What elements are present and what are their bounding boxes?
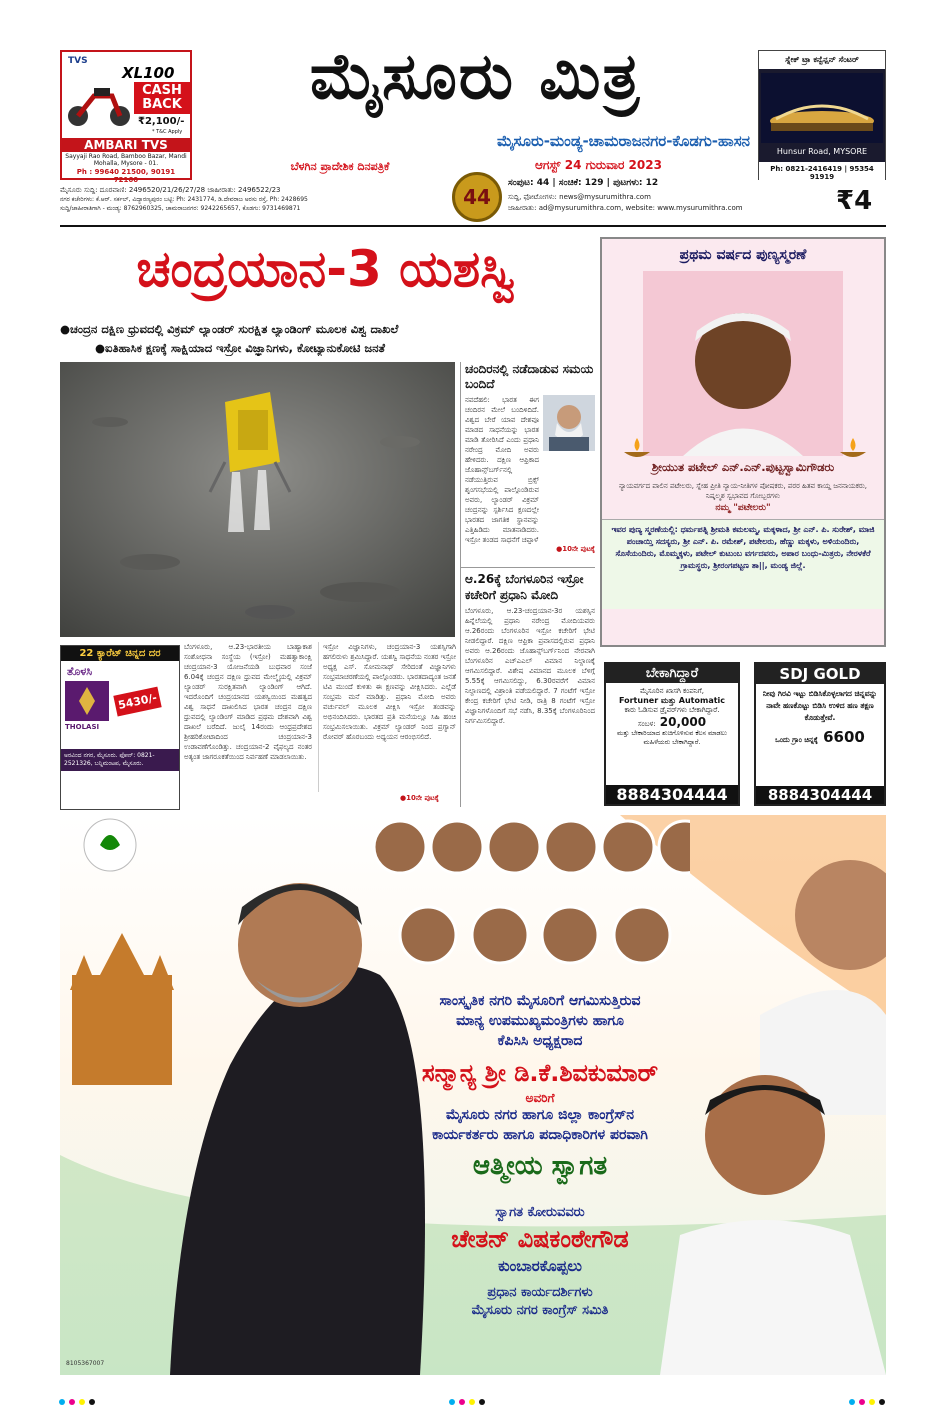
tvs-brand: TVS xyxy=(68,56,88,66)
tribute-heading: ಪ್ರಥಮ ವರ್ಷದ ಪುಣ್ಯಸ್ಮರಣೆ xyxy=(679,247,807,263)
tribute-box xyxy=(600,237,886,647)
tribute-portrait xyxy=(643,271,843,456)
welcome-host-title: ಪ್ರಧಾನ ಕಾರ್ಯದರ್ಶಿಗಳು xyxy=(487,1285,593,1300)
main-story-col-2: ಇಸ್ರೋ ವಿಜ್ಞಾನಿಗಳು, ಚಂದ್ರಯಾನ-3 ಯಶಸ್ಸಿಗಾಗಿ ಹಗಲಿರುಳು ಶ್ರಮಿಸಿದ್ದಾರೆ. ಯಶಸ್ವಿ ಸಾಧನೆಯ ನಂತರ ಇಸ್ರೋ ಅಧ್ಯಕ್ಷ ಎಸ್. ಸೋಮನಾಥ್ ಸೇರಿದಂತೆ ವಿಜ್ಞಾನಿಗಳು ಸಂಭ್ರಮಾಚರಣೆಯಲ್ಲಿ ಪಾಲ್ಗೊಂಡರು. ಭಾರತದಾದ್ಯಂತ ಜನತೆ ಟಿವಿ ಮುಂದೆ ಕುಳಿತು ಈ ಕ್ಷಣವನ್ನು ವೀಕ್ಷಿಸಿದರು. ಎಲ್ಲೆಡೆ ಸಂಭ್ರಮ ಮನೆ ಮಾಡಿತ್ತು. ಪ್ರಧಾನಿ ಮೋದಿ ಅವರು ವರ್ಚುವಲ್ ಮೂಲಕ ವೀಕ್ಷಿಸಿ ಇಸ್ರೋ ತಂಡವನ್ನು ಅಭಿನಂದಿಸಿದರು. ಭಾರತದ ಪ್ರತಿ ಮನೆಯಲ್ಲೂ ಸಿಹಿ ಹಂಚಿ ಸಂಭ್ರಮಿಸಲಾಯಿತು. ವಿಕ್ರಮ್ ಲ್ಯಾಂಡರ್ ನಿಂದ ಪ್ರಗ್ಯಾನ್ ರೋವರ್ ಹೊರಬಂದು ಅಧ್ಯಯನ ಆರಂಭಿಸಲಿದೆ. xyxy=(318,642,456,792)
welcome-heading: ಆತ್ಮೀಯ ಸ್ವಾಗತ xyxy=(472,1151,608,1181)
printer-phone: 8105367007 xyxy=(66,1360,105,1367)
welcome-ad xyxy=(60,815,886,1375)
side-story-2-title: ಆ.26ಕ್ಕೆ ಬೆಂಗಳೂರಿನ ಇಸ್ರೋ ಕಚೇರಿಗೆ ಪ್ರಧಾನಿ ಮೋದಿ xyxy=(465,572,584,602)
volume: ಸಂಪುಟ: 44 xyxy=(508,178,550,188)
welcome-line-6: ಕಾರ್ಯಕರ್ತರು ಹಾಗೂ ಪದಾಧಿಕಾರಿಗಳ ಪರವಾಗಿ xyxy=(432,1127,648,1143)
welcome-line-3: ಕೆಪಿಸಿಸಿ ಅಧ್ಯಕ್ಷರಾದ xyxy=(497,1033,583,1049)
issue-info: ಸಂಪುಟ: 44 | ಸಂಚಿಕೆ: 129 | ಪುಟಗಳು: 12 xyxy=(508,178,659,188)
contact-line-1: ಮೈಸೂರು ಸುದ್ದಿ: ದೂರವಾಣಿ: 2496520/21/26/27/28 ಜಾಹೀರಾತು: 2496522/23 xyxy=(60,186,281,194)
anniversary-badge xyxy=(452,172,502,222)
sdj-brand: SDJ GOLD xyxy=(756,664,884,684)
side-story-1-body: ನವದೆಹಲಿ: ಭಾರತ ಈಗ ಚಂದಿರನ ಮೇಲೆ ಬಂದಿಳಿದಿದೆ. ವಿಶ್ವದ ಬೇರೆ ಯಾವ ದೇಶವೂ ಮಾಡದ ಸಾಧನೆಯನ್ನು ಭಾರತ ಮಾಡಿ ತೋರಿಸಿದೆ ಎಂದು ಪ್ರಧಾನಿ ನರೇಂದ್ರ ಮೋದಿ ಅವರು ಹೇಳಿದರು. ದಕ್ಷಿಣ ಆಫ್ರಿಕಾದ ಜೊಹಾನ್ಸ್‌ಬರ್ಗ್‌ನಲ್ಲಿ ನಡೆಯುತ್ತಿರುವ ಬ್ರಿಕ್ಸ್ ಶೃಂಗಸಭೆಯಲ್ಲಿ ಪಾಲ್ಗೊಂಡಿರುವ ಅವರು, ಲ್ಯಾಂಡರ್ ವಿಕ್ರಮ್ ಚಂದ್ರನನ್ನು ಸ್ಪರ್ಶಿಸಿದ ಕ್ಷಣದಲ್ಲೇ ಭಾರತದ ಜಾಗತಿಕ ಸ್ಥಾನವನ್ನು ಎತ್ತಿಹಿಡಿದು ಮಾತನಾಡಿದರು. ಇಸ್ರೋ ತಂಡದ ಸಾಧನೆಗೆ ಚಪ್ಪಾಳೆ xyxy=(465,396,539,544)
snake-phone: Ph: 0821-2416419 | 95354 91919 xyxy=(759,162,885,184)
tvs-amount: ₹2,100/- xyxy=(138,116,185,127)
main-story-col-1: ಬೆಂಗಳೂರು, ಆ.23-ಭಾರತೀಯ ಬಾಹ್ಯಾಕಾಶ ಸಂಶೋಧನಾ ಸಂಸ್ಥೆಯ (ಇಸ್ರೋ) ಮಹತ್ವಾಕಾಂಕ್ಷಿ ಚಂದ್ರಯಾನ-3 ಯೋಜನೆಯಡಿ ಬುಧವಾರ ಸಂಜೆ 6.04ಕ್ಕೆ ಚಂದ್ರನ ದಕ್ಷಿಣ ಧ್ರುವದ ಮೇಲ್ಮೈಯಲ್ಲಿ ವಿಕ್ರಮ್ ಲ್ಯಾಂಡರ್ ಸುರಕ್ಷಿತವಾಗಿ ಲ್ಯಾಂಡಿಂಗ್ ಆಗಿದೆ. ಇದರೊಂದಿಗೆ ಚಂದ್ರಯಾನದ ಯಶಸ್ವಿಯಿಂದ ಮಹತ್ವದ ವಿಶ್ವ ಸಾಧನೆ ದಾಖಲಿಸಿದ ಭಾರತ ಚಂದ್ರನ ದಕ್ಷಿಣ ಧ್ರುವದಲ್ಲಿ ಲ್ಯಾಂಡಿಂಗ್ ಮಾಡಿದ ಪ್ರಥಮ ದೇಶವಾಗಿ ವಿಶ್ವ ದಾಖಲೆ ಬರೆದಿದೆ. ಜುಲೈ 14ರಂದು ಆಂಧ್ರಪ್ರದೇಶದ ಶ್ರೀಹರಿಕೋಟಾದಿಂದ ಚಂದ್ರಯಾನ-3 ಉಡಾವಣೆಗೊಂಡಿತ್ತು. ಚಂದ್ರಯಾನ-2 ವೈಫಲ್ಯದ ನಂತರ ಅತ್ಯಂತ ಜಾಗರೂಕತೆಯಿಂದ ನಿರ್ವಹಣೆ ಮಾಡಲಾಯಿತು. xyxy=(184,643,312,761)
snake-title: ಸ್ನೇಕ್ ಟ್ರಾ ಕನ್ವೆನ್ಷನ್ ಸೆಂಟರ್ xyxy=(759,51,885,69)
sdj-phone: 8884304444 xyxy=(756,786,884,804)
wanted-body-4: ಮತ್ತು ಬೇಕಾರಿಯಾದ ಶುಚಿಗೊಳಿಸುವ ಕೆಲಸ ಮಾಡಲು ಮಹಿಳೆಯರು ಬೇಕಾಗಿದ್ದಾರೆ. xyxy=(617,729,727,746)
wanted-salary-label: ಸಂಬಳ: xyxy=(637,720,656,728)
tribute-desc: ನ್ಯಾಯವರ್ಗದ ಪಾಲಿನ ಪಟೇಲರು, ಸ್ನೇಹ ಪ್ರೀತಿ ನ್ಯಾಯ-ನೀತಿಗಳ ಪೋಷಕರು, ಪರರ ಹಿತವ ಕಾಯ್ದ ಜನನಾಯಕರು, ನಿಷ್ಕಲ್ಮಶ ಸ್ವಭಾವದ ಗೋಬ್ಬರಗಳು xyxy=(618,482,868,500)
contact-line-2: ನಗರ ಕಚೇರಿಗಳು: ಕೆ.ಆರ್. ಸರ್ಕಲ್, ವಿದ್ಯಾರಣ್ಯಪುರಂ ಬಟ್ಟಿ: Ph: 2431774, ಡಿ.ದೇವರಾಜ ಅರಸು ರಸ್ತೆ, Ph: 2428695 xyxy=(60,196,308,203)
pages: ಪುಟಗಳು: 12 xyxy=(613,178,659,188)
welcome-line-4: ಅವರಿಗೆ xyxy=(525,1091,555,1105)
tribute-family: ಇವರ ಪುಣ್ಯ ಸ್ಮರಣೆಯಲ್ಲಿ: ಧರ್ಮಪತ್ನಿ ಶ್ರೀಮತಿ ಕಮಲಮ್ಮ, ಮಕ್ಕಳಾದ, ಶ್ರೀ ಎನ್. ಪಿ. ಸುರೇಶ್, ಮಾಜಿ ಪಂಚಾಯ್ತಿ ಸದಸ್ಯರು, ಶ್ರೀ ಎನ್. ಪಿ. ರಮೇಶ್, ಪಟೇಲರು, ಹೆಣ್ಣು ಮಕ್ಕಳು, ಅಳಿಯಂದಿರು, ಸೊಸೆಯಂದಿರು, ಮೊಮ್ಮಕ್ಕಳು, ಪಟೇಲ್ ಕುಟುಂಬ ವರ್ಗದವರು, ಅಪಾರ ಬಂಧು-ಮಿತ್ರರು, ನೇರಳಕೆರೆ ಗ್ರಾಮಸ್ಥರು, ಶ್ರೀರಂಗಪಟ್ಟಣ ತಾ||, ಮಂಡ್ಯ ಜಿಲ್ಲೆ. xyxy=(602,519,884,609)
side-story-1-title: ಚಂದಿರನಲ್ಲಿ ನಡೆದಾಡುವ ಸಮಯ ಬಂದಿದೆ xyxy=(465,362,594,391)
tholasi-rate: 5430/- xyxy=(113,686,162,716)
tvs-address: Sayyaji Rao Road, Bamboo Bazar, Mandi Mohalla, Mysore - 01. xyxy=(65,153,187,167)
side-story-1 xyxy=(460,362,595,567)
tvs-model: XL100 xyxy=(122,64,175,82)
masthead-subtitle: ಮೈಸೂರು-ಮಂಡ್ಯ-ಚಾಮರಾಜನಗರ-ಕೊಡಗು-ಹಾಸನ xyxy=(497,132,750,150)
wanted-body-3: ಕಾರು ಓಡಿಸುವ ಡ್ರೈವರ್‌ಗಳು ಬೇಕಾಗಿದ್ದಾರೆ. xyxy=(624,706,720,714)
masthead-date: ಆಗಸ್ಟ್ 24 ಗುರುವಾರ 2023 xyxy=(535,158,662,172)
wanted-ad xyxy=(604,662,740,806)
contact-line-3: ಸುದ್ದಿ/ಜಾಹೀರಾತಿಗಾಗಿ - ಮಂಡ್ಯ: 8762960325, ಚಾಮರಾಜನಗರ: 9242265657, ಕೊಡಗು: 9731469871 xyxy=(60,205,301,212)
print-registration-marks xyxy=(0,1392,945,1412)
tribute-signoff: ನಮ್ಮ "ಪಟೇಲರು" xyxy=(715,503,771,513)
wanted-body-2: Fortuner ಮತ್ತು Automatic xyxy=(618,696,726,705)
tvs-offer: CASH BACK xyxy=(134,82,190,114)
masthead-title: ಮೈಸೂರು ಮಿತ್ರ xyxy=(309,40,642,114)
side-story-2 xyxy=(460,567,595,807)
contact-left xyxy=(60,186,445,213)
contact-right xyxy=(508,193,828,213)
tvs-ad xyxy=(60,50,192,184)
tholasi-brand-en: THOLASI xyxy=(65,723,100,731)
welcome-host-place: ಕುಂಬಾರಕೊಪ್ಪಲು xyxy=(498,1257,582,1275)
welcome-guest-name: ಸನ್ಮಾನ್ಯ ಶ್ರೀ ಡಿ.ಕೆ.ಶಿವಕುಮಾರ್ xyxy=(421,1059,659,1087)
tholasi-brand: ತೊಳಸಿ xyxy=(67,665,93,678)
sdj-rate: 6600 xyxy=(823,728,865,746)
contact-email-ad: ಜಾಹೀರಾತು: ad@mysurumithra.com, website: www.mysurumithra.com xyxy=(508,204,743,212)
masthead-divider xyxy=(60,225,886,227)
wanted-salary: 20,000 xyxy=(659,715,707,729)
anniversary-number: 44 xyxy=(463,185,491,209)
wanted-title: ಬೇಕಾಗಿದ್ದಾರೆ xyxy=(606,664,738,683)
snake-location: Hunsur Road, MYSORE xyxy=(776,147,868,156)
welcome-line-2: ಮಾನ್ಯ ಉಪಮುಖ್ಯಮಂತ್ರಿಗಳು ಹಾಗೂ xyxy=(456,1013,624,1029)
oil-lamp-icon-right xyxy=(836,434,870,462)
convention-center-image xyxy=(761,73,883,143)
contact-email-news: ಸುದ್ದಿ, ಫೋಟೋಗಳು: news@mysurumithra.com xyxy=(508,193,651,201)
oil-lamp-icon-left xyxy=(620,434,654,462)
tholasi-address: ಅರವಿಂದ ನಗರ, ಮೈಸೂರು. ಫೋನ್: 0821-2521326, ಬನ್ನಿಮಂಟಪ, ಮೈಸೂರು. xyxy=(61,749,179,771)
welcome-host-name: ಚೇತನ್ ವಿಷಕಂಠೇಗೌಡ xyxy=(451,1225,629,1253)
main-headline: ಚಂದ್ರಯಾನ-3 ಯಶಸ್ವಿ xyxy=(136,240,516,298)
tribute-name: ಶ್ರೀಯುತ ಪಟೇಲ್ ಎನ್.ಎನ್.ಪುಟ್ಟಸ್ವಾಮಿಗೌಡರು xyxy=(651,460,835,474)
moon-lander-photo xyxy=(60,362,455,637)
sdj-rate-label: ಒಂದು ಗ್ರಾಂ ಚಿನ್ನಕ್ಕೆ xyxy=(775,736,818,744)
welcome-line-5: ಮೈಸೂರು ನಗರ ಹಾಗೂ ಜಿಲ್ಲಾ ಕಾಂಗ್ರೆಸ್‌ನ xyxy=(446,1107,634,1123)
headline-bullet-2: ●ಐತಿಹಾಸಿಕ ಕ್ಷಣಕ್ಕೆ ಸಾಕ್ಷಿಯಾದ ಇಸ್ರೋ ವಿಜ್ಞಾನಿಗಳು, ಕೋಟ್ಯಾನುಕೋಟಿ ಜನತೆ xyxy=(95,341,386,355)
tholasi-title: 22 ಕ್ಯಾರೆಟ್ ಚಿನ್ನದ ದರ xyxy=(61,646,179,661)
masthead-tagline: ಬೆಳಗಿನ ಪ್ರಾದೇಶಿಕ ದಿನಪತ್ರಿಕೆ xyxy=(290,160,390,173)
tvs-phone: Ph : 99640 21500, 90191 72160 xyxy=(76,168,176,184)
tholasi-logo xyxy=(65,681,109,721)
wanted-phone: 8884304444 xyxy=(606,785,738,804)
snake-ad xyxy=(758,50,886,180)
leader-portraits xyxy=(370,815,690,1005)
sdj-body: ನೀವು ಗಿರವಿ ಇಟ್ಟು ಬಿಡಿಸಿಕೊಳ್ಳಲಾಗದ ಚಿನ್ನವನ್ನು ನಾವೇ ಹಣಕೊಟ್ಟು ಬಿಡಿಸಿ ಉಳಿದ ಹಣ ತಕ್ಷಣ ಕೊಡುತ್ತೇವೆ. xyxy=(762,689,878,722)
modi-photo xyxy=(543,395,595,451)
sdj-gold-ad xyxy=(754,662,886,806)
wanted-body-1: ಮೈಸೂರಿನ ಖಾಸಗಿ ಕಂಪನಿಗೆ, xyxy=(640,687,704,695)
headline-bullet-1: ●ಚಂದ್ರನ ದಕ್ಷಿಣ ಧ್ರುವದಲ್ಲಿ ವಿಕ್ರಮ್ ಲ್ಯಾಂಡರ್ ಸುರಕ್ಷಿತ ಲ್ಯಾಂಡಿಂಗ್ ಮೂಲಕ ವಿಶ್ವ ದಾಖಲೆ xyxy=(60,322,399,336)
scooter-icon xyxy=(64,78,134,128)
tholasi-ad xyxy=(60,645,180,810)
side-story-2-body: ಬೆಂಗಳೂರು, ಆ.23-ಚಂದ್ರಯಾನ-3ರ ಯಶಸ್ಸಿನ ಹಿನ್ನೆಲೆಯಲ್ಲಿ ಪ್ರಧಾನಿ ನರೇಂದ್ರ ಮೋದಿಯವರು ಆ.26ರಂದು ಬೆಂಗಳೂರಿನ ಇಸ್ರೋ ಕಚೇರಿಗೆ ಭೇಟಿ ನೀಡಲಿದ್ದಾರೆ. ದಕ್ಷಿಣ ಆಫ್ರಿಕಾ ಪ್ರವಾಸದಲ್ಲಿರುವ ಪ್ರಧಾನಿ ಅವರು ಆ.26ರಂದು ಜೊಹಾನ್ಸ್‌ಬರ್ಗ್‌ನಿಂದ ನೇರವಾಗಿ ಬೆಂಗಳೂರಿನ ಎಚ್‌ಎಎಲ್ ವಿಮಾನ ನಿಲ್ದಾಣಕ್ಕೆ ಆಗಮಿಸಲಿದ್ದಾರೆ. ವಿಶೇಷ ವಿಮಾನದ ಮೂಲಕ ಬೆಳಿಗ್ಗೆ 5.55ಕ್ಕೆ ಆಗಮಿಸಲಿದ್ದು, 6.30ರವರೆಗೆ ವಿಮಾನ ನಿಲ್ದಾಣದಲ್ಲಿ ವಿಶ್ರಾಂತಿ ಪಡೆಯಲಿದ್ದಾರೆ. 7 ಗಂಟೆಗೆ ಇಸ್ರೋ ಕೇಂದ್ರ ಕಚೇರಿಗೆ ಭೇಟಿ ನೀಡಿ, ರಾತ್ರಿ 8 ಗಂಟೆಗೆ ಇಸ್ರೋ ವಿಜ್ಞಾನಿಗಳೊಂದಿಗೆ ಸಭೆ ನಡೆಸಿ, 8.35ಕ್ಕೆ ಬೆಂಗಳೂರಿನಿಂದ ನಿರ್ಗಮಿಸಲಿದ್ದಾರೆ. xyxy=(465,607,595,725)
main-story-continue: ●10ನೇ ಪುಟಕ್ಕೆ xyxy=(400,794,439,802)
issue: ಸಂಚಿಕೆ: 129 xyxy=(558,178,604,188)
tvs-note: * T&C Apply xyxy=(152,129,183,135)
welcome-host-org: ಮೈಸೂರು ನಗರ ಕಾಂಗ್ರೆಸ್ ಸಮಿತಿ xyxy=(471,1303,609,1318)
tvs-dealer: AMBARI TVS xyxy=(62,138,190,152)
welcome-by-label: ಸ್ವಾಗತ ಕೋರುವವರು xyxy=(495,1205,585,1220)
side-story-1-continue: ●10ನೇ ಪುಟಕ್ಕೆ xyxy=(556,545,595,553)
welcome-line-1: ಸಾಂಸ್ಕೃತಿಕ ನಗರಿ ಮೈಸೂರಿಗೆ ಆಗಮಿಸುತ್ತಿರುವ xyxy=(439,993,641,1009)
price: ₹4 xyxy=(836,186,873,216)
